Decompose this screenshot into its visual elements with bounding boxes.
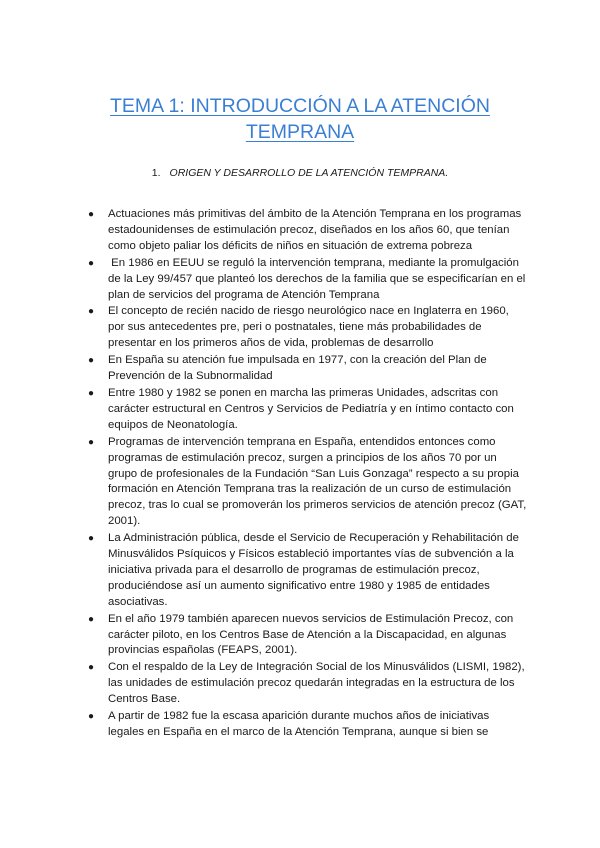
list-item <box>88 353 528 385</box>
list-item-text: Actuaciones más primitivas del ámbito de la Atención Temprana en los programas estadounidenses de estimulación precoz, diseñados en los años 60, que tenían como objeto paliar los déficits de niños en situación de extrema pobreza <box>108 208 522 252</box>
bullet-icon: ● <box>88 306 95 318</box>
document-title-line-1: TEMA 1: INTRODUCCIÓN A LA ATENCIÓN <box>110 95 490 117</box>
document-title <box>60 93 540 145</box>
list-item-text: Programas de intervención temprana en España, entendidos entonces como programas de estimulación precoz, surgen a principios de los años 70 por un grupo de profesionales de la Fundación “San Luis Gonzaga” respecto a su propia formación en Atención Temprana tras la realización de un curso de estimulación precoz, tras lo cual se promoverán los primeros servicios de atención precoz (GAT, 2001). <box>108 435 527 528</box>
list-item <box>88 304 528 352</box>
list-item-text: A partir de 1982 fue la escasa aparición durante muchos años de iniciativas legales en España en el marco de la Atención Temprana, aunque si bien se <box>108 710 490 738</box>
list-item <box>88 709 528 741</box>
bullet-icon: ● <box>88 355 95 367</box>
document-title-line-2: TEMPRANA <box>245 121 355 143</box>
bullet-icon: ● <box>88 533 95 545</box>
list-item-text: Entre 1980 y 1982 se ponen en marcha las primeras Unidades, adscritas con carácter estructural en Centros y Servicios de Pediatría y en íntimo contacto con equipos de Neonatología. <box>108 386 514 431</box>
bullet-icon: ● <box>88 436 95 448</box>
list-item-text: La Administración pública, desde el Servicio de Recuperación y Rehabilitación de Minusválidos Psíquicos y Físicos estableció importantes vías de subvención a la iniciativa privada para el desarrollo de programas de estimulación precoz, produciéndose así un aumento significativo entre 1980 y 1985 de entidades asociativas. <box>108 532 519 608</box>
list-item <box>88 660 528 708</box>
list-item <box>88 207 528 255</box>
bullet-icon: ● <box>88 613 95 625</box>
list-item-text: En 1986 en EEUU se reguló la intervención temprana, mediante la promulgación de la Ley 99/457 que planteó los derechos de la familia que se especificarían en el plan de servicios del programa de Atención Temprana <box>108 256 529 301</box>
section-title: ORIGEN Y DESARROLLO DE LA ATENCIÓN TEMPRANA. <box>169 167 449 179</box>
list-item-text: En el año 1979 también aparecen nuevos servicios de Estimulación Precoz, con carácter piloto, en los Centros Base de Atención a la Discapacidad, en algunas provincias españolas (FEAPS, 2001). <box>108 612 514 657</box>
list-item-text: El concepto de recién nacido de riesgo neurológico nace en Inglaterra en 1960, por sus antecedentes pre, peri o postnatales, tiene más probabilidades de presentar en los primeros años de vida, problemas de desarrollo <box>108 305 509 350</box>
list-item <box>88 531 528 611</box>
bullet-icon: ● <box>88 209 95 220</box>
list-item <box>88 256 529 304</box>
list-item <box>88 612 528 660</box>
section-number: 1. <box>151 167 161 179</box>
list-item <box>88 386 528 434</box>
bullet-list <box>88 207 529 742</box>
list-item <box>88 435 528 530</box>
section-heading <box>60 166 540 180</box>
bullet-icon: ● <box>88 711 95 723</box>
bullet-icon: ● <box>88 662 95 674</box>
list-item-text: Con el respaldo de la Ley de Integración Social de los Minusválidos (LISMI, 1982), las unidades de estimulación precoz quedarán integradas en la estructura de los Centros Base. <box>108 661 525 706</box>
bullet-icon: ● <box>88 387 95 399</box>
list-item-text: En España su atención fue impulsada en 1977, con la creación del Plan de Prevención de la Subnormalidad <box>108 354 487 383</box>
bullet-icon: ● <box>88 257 95 269</box>
